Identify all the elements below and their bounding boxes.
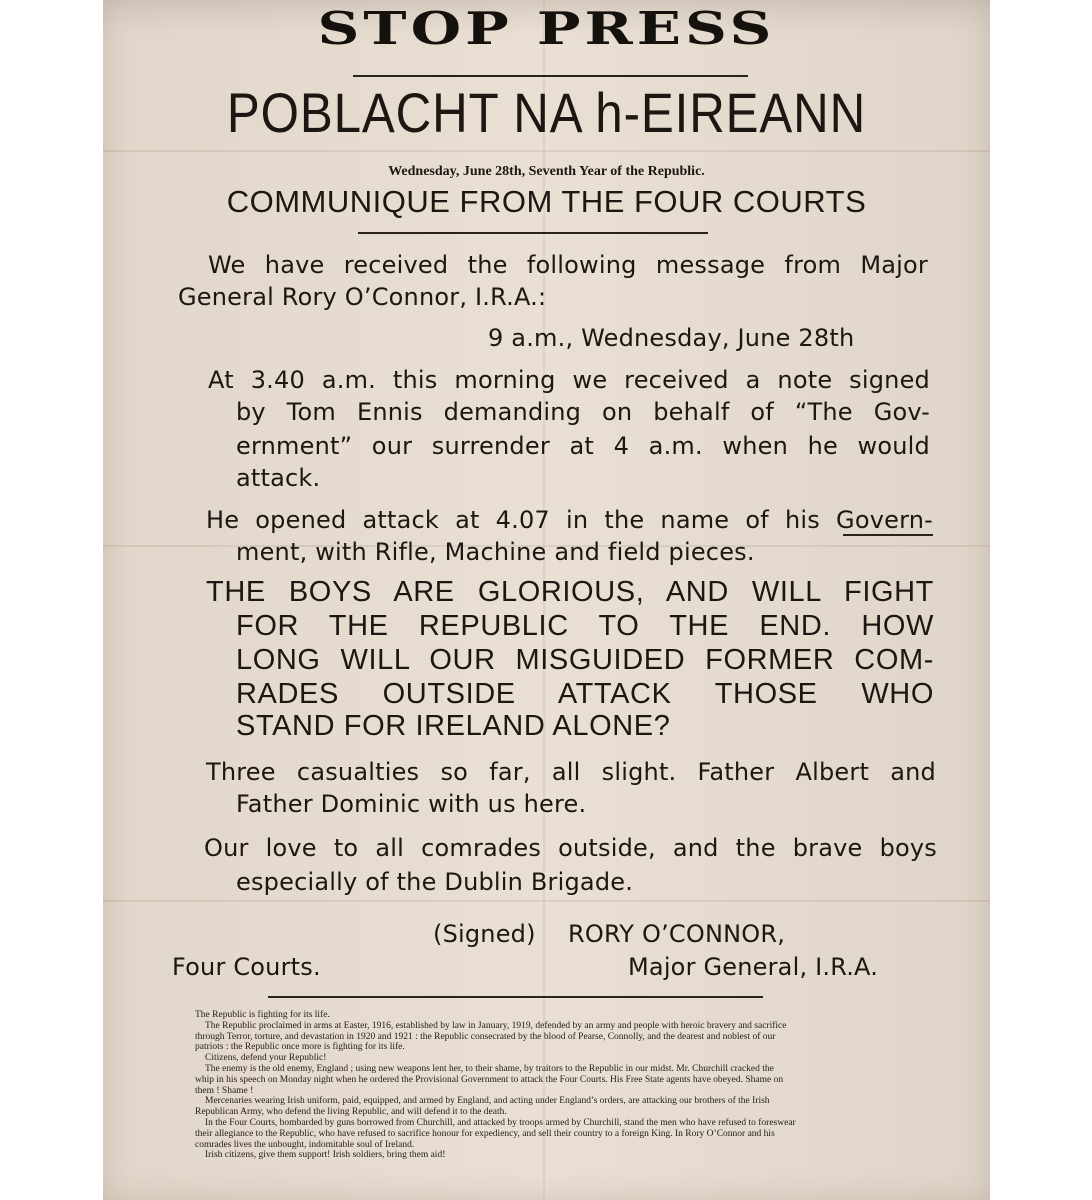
divider — [268, 996, 763, 998]
fold-line — [103, 150, 990, 152]
divider — [353, 75, 748, 77]
paragraph-line: attack. — [236, 464, 321, 492]
fine-print-line: Republican Army, who defend the living Republic, and will defend it to the death. — [195, 1107, 507, 1118]
fine-print-line: The Republic proclaimed in arms at Easter, 1916, established by law in January, 1919, defended by an army and people with heroic bravery and sacrifice — [205, 1020, 787, 1031]
paragraph-line: He opened attack at 4.07 in the name of his Govern- — [206, 506, 933, 534]
place: Four Courts. — [172, 953, 321, 981]
paragraph-line: ernment” our surrender at 4 a.m. when he would — [236, 432, 930, 460]
fine-print-line: patriots : the Republic once more is fighting for its life. — [195, 1042, 405, 1053]
fine-print-line: The enemy is the old enemy, England ; using new weapons lent her, to their shame, by traitors to the Republic in our midst. Mr. Churchill cracked the — [205, 1063, 774, 1074]
paragraph-line: by Tom Ennis demanding on behalf of “The Gov- — [236, 398, 930, 426]
fine-print-line: Citizens, defend your Republic! — [205, 1053, 327, 1064]
caps-line: LONG WILL OUR MISGUIDED FORMER COM- — [236, 644, 934, 676]
divider — [843, 534, 933, 536]
paragraph-line: Father Dominic with us here. — [236, 790, 587, 818]
fine-print-line: their allegiance to the Republic, who have refused to sacrifice honour for expediency, and sell their country to a foreign King. In Rory O’Connor and his — [195, 1128, 775, 1139]
fine-print-line: The Republic is fighting for its life. — [195, 1010, 330, 1020]
caps-line: FOR THE REPUBLIC TO THE END. HOW — [236, 610, 934, 642]
caps-line: RADES OUTSIDE ATTACK THOSE WHO — [236, 678, 934, 710]
fine-print-line: through Terror, torture, and devastation in 1920 and 1921 : the Republic consecrated by the blood of Pearse, Connolly, and the dearest and noblest of our — [195, 1031, 776, 1042]
fine-print-line: comrades lives the unbought, indomitable soul of Ireland. — [195, 1139, 415, 1150]
signed-label: (Signed) — [433, 920, 536, 948]
masthead: POBLACHT NA h-EIREANN — [226, 81, 867, 144]
time-line: 9 a.m., Wednesday, June 28th — [488, 324, 855, 352]
paragraph-line: At 3.40 a.m. this morning we received a note signed — [208, 366, 930, 394]
fold-line — [103, 900, 990, 902]
fine-print-line: them ! Shame ! — [195, 1085, 254, 1096]
fine-print-line: Mercenaries wearing Irish uniform, paid, equipped, and armed by England, and acting under England’s orders, are attacking our brothers of the Irish — [205, 1096, 770, 1107]
intro-line: General Rory O’Connor, I.R.A.: — [178, 283, 547, 311]
intro-line: We have received the following message from Major — [208, 251, 928, 279]
paragraph-line: Three casualties so far, all slight. Father Albert and — [206, 758, 936, 786]
signatory: RORY O’CONNOR, — [568, 920, 786, 948]
caps-line: STAND FOR IRELAND ALONE? — [236, 710, 671, 742]
communique-title: COMMUNIQUE FROM THE FOUR COURTS — [226, 184, 867, 219]
divider — [358, 232, 708, 234]
paragraph-line: especially of the Dublin Brigade. — [236, 868, 634, 896]
fine-print-line: In the Four Courts, bombarded by guns borrowed from Churchill, and attacked by troops armed by Churchill, stand the men who have refused to foreswear — [205, 1117, 796, 1128]
dateline: Wednesday, June 28th, Seventh Year of the Republic. — [388, 164, 705, 179]
fine-print — [195, 1010, 935, 1161]
fine-print-line: whip in his speech on Monday night when he ordered the Provisional Government to attack the Four Courts. His Free State agents have obeyed. Shame on — [195, 1074, 784, 1085]
paragraph-line: ment, with Rifle, Machine and field pieces. — [236, 538, 755, 566]
headline: STOP PRESS — [317, 2, 776, 56]
paragraph-line: Our love to all comrades outside, and the brave boys — [204, 834, 937, 862]
poster-sheet — [103, 0, 990, 1200]
rank: Major General, I.R.A. — [628, 953, 879, 981]
caps-line: THE BOYS ARE GLORIOUS, AND WILL FIGHT — [206, 576, 934, 608]
fine-print-line: Irish citizens, give them support! Irish soldiers, bring them aid! — [205, 1150, 446, 1161]
